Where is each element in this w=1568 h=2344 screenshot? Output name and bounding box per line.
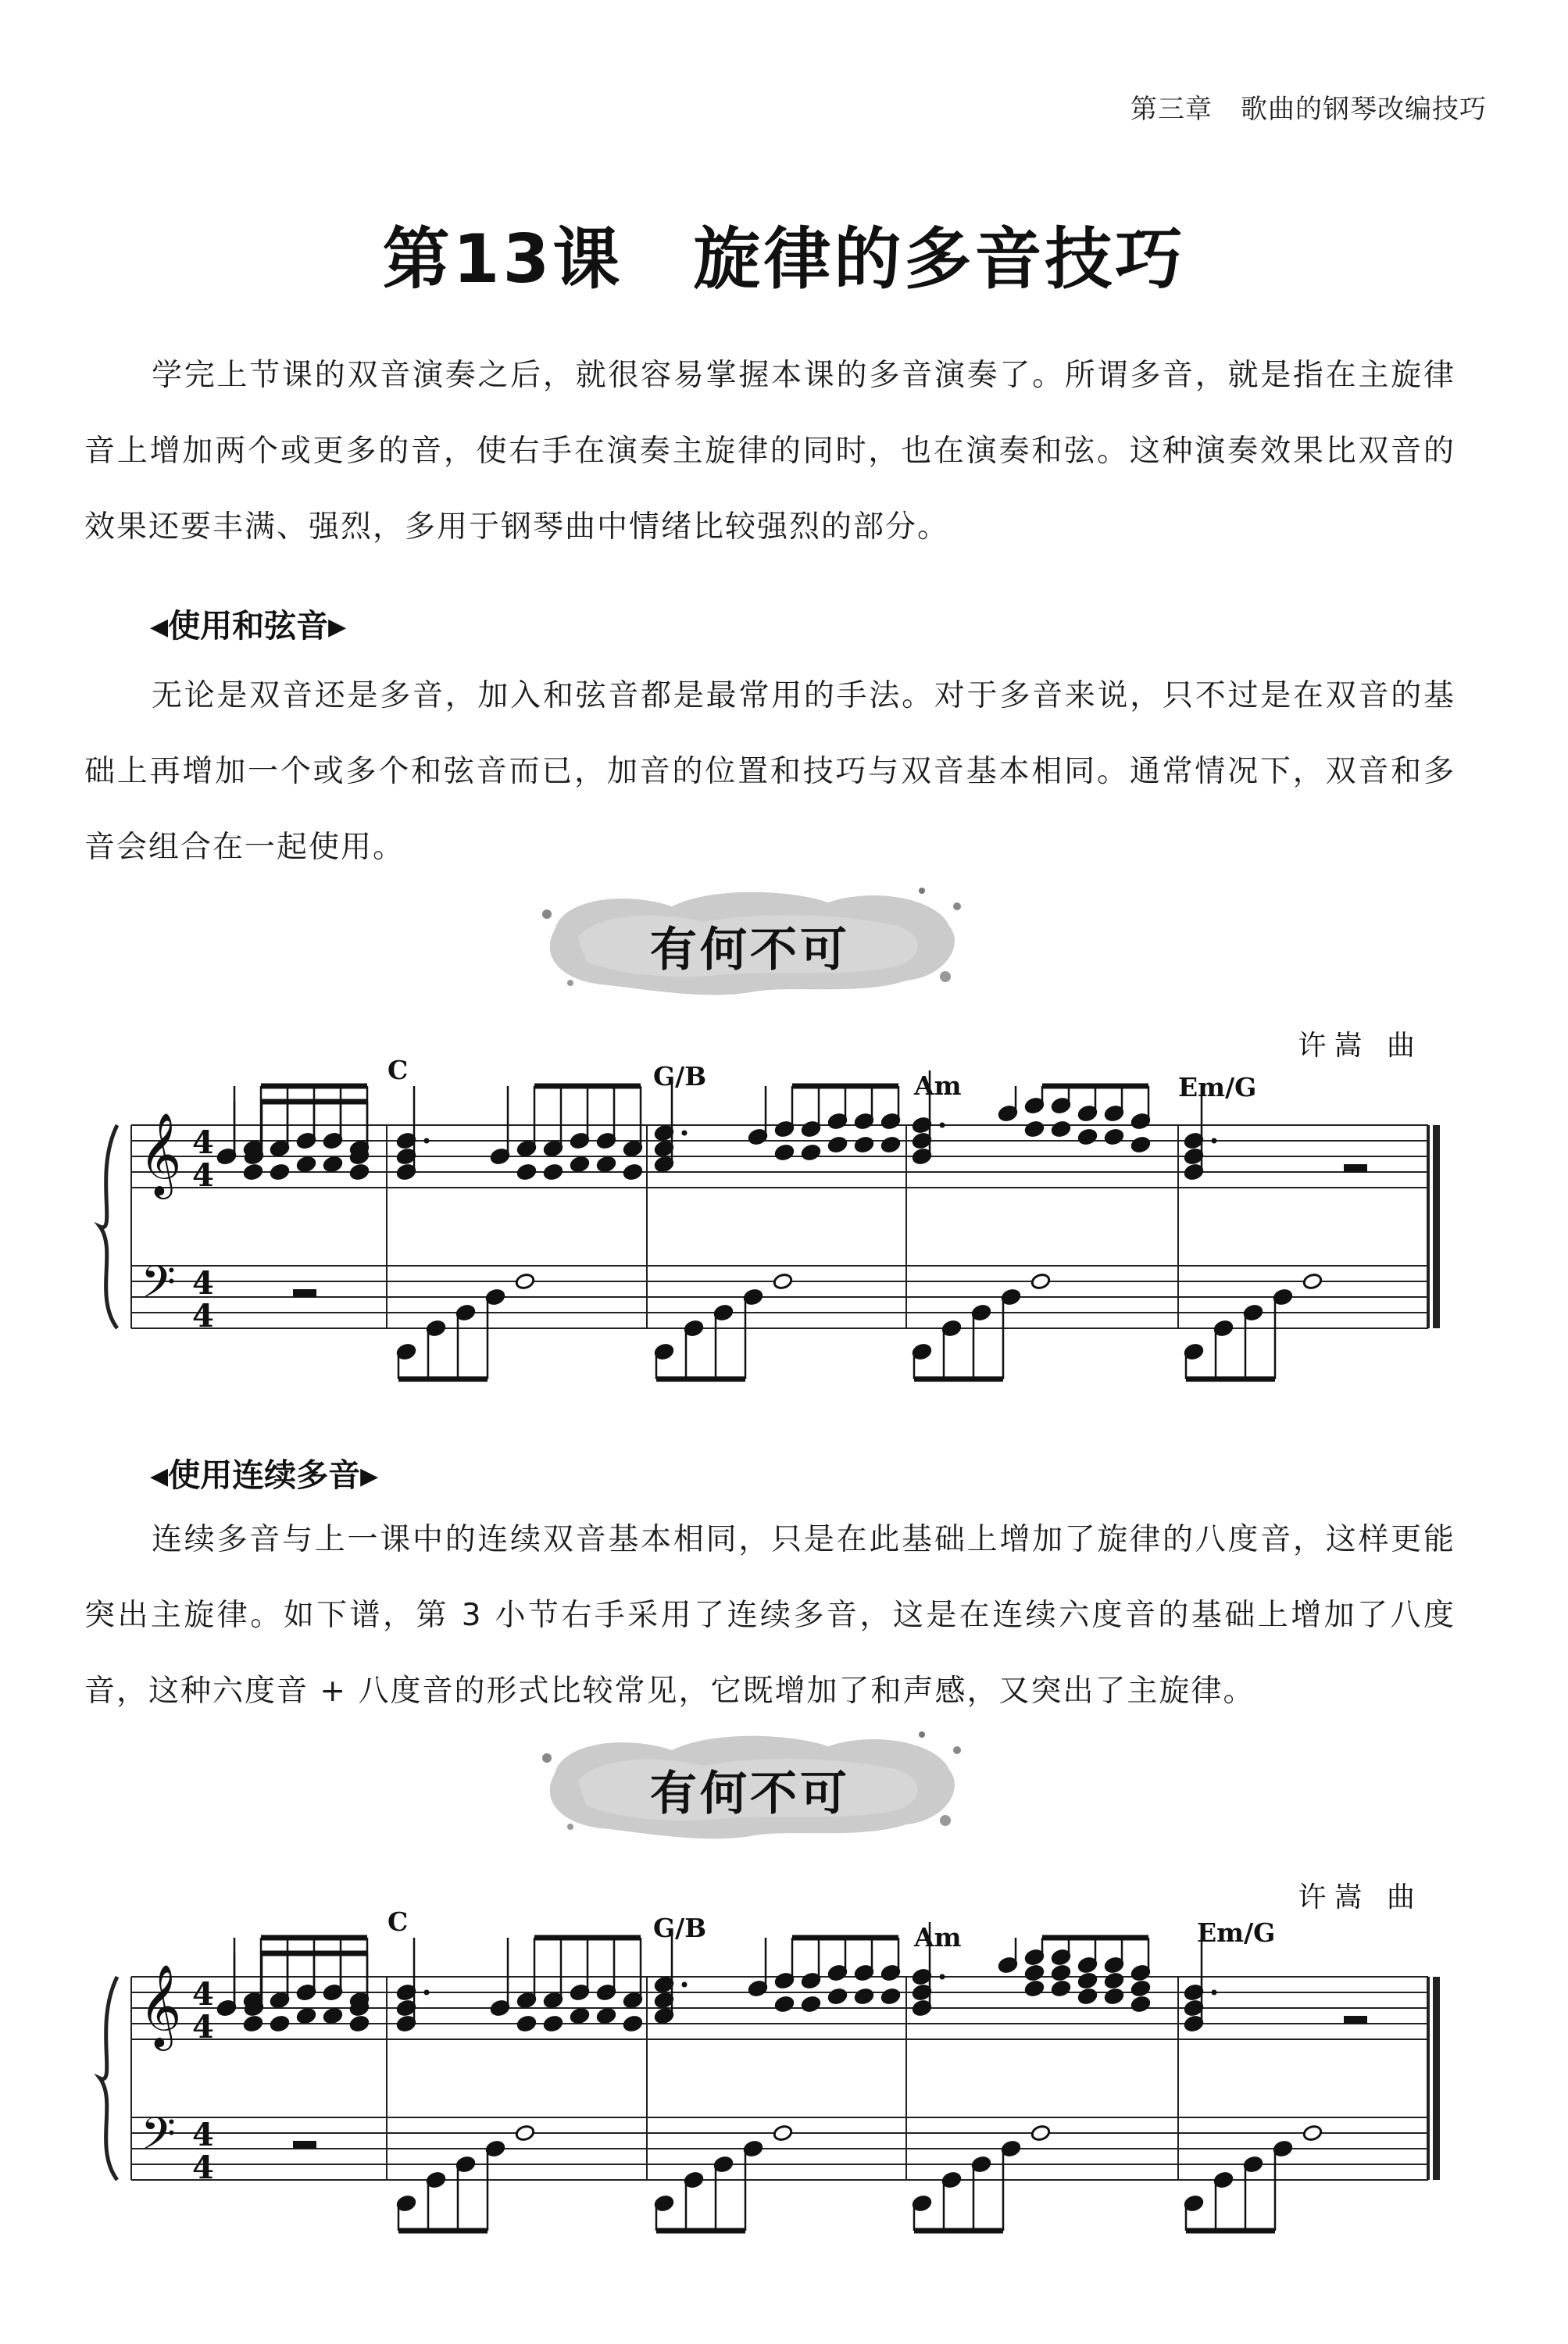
bass-note xyxy=(773,2124,793,2142)
composer-credit: 许嵩 曲 xyxy=(1298,1881,1423,1913)
time-signature-bass: 4 xyxy=(192,2149,214,2186)
song-title: 有何不可 xyxy=(650,923,850,977)
lesson-title xyxy=(0,205,1568,302)
note-dot xyxy=(682,1982,688,1988)
grand-staff-brace xyxy=(100,1125,117,1328)
melody-note xyxy=(323,2007,343,2025)
melody-note xyxy=(801,1144,821,1162)
melody-note xyxy=(880,1136,901,1154)
melody-note xyxy=(1130,1136,1151,1154)
melody-note xyxy=(880,1988,901,2006)
time-signature-bass: 4 xyxy=(192,1298,214,1335)
chord-symbol: G/B xyxy=(653,1913,707,1943)
half-rest-icon xyxy=(1344,2016,1367,2024)
section-marker-right: ▶ xyxy=(360,1463,379,1490)
section-heading-text: 使用和弦音 xyxy=(168,607,329,645)
half-rest-icon xyxy=(293,2141,316,2149)
composer-credit: 许嵩 曲 xyxy=(1298,1030,1423,1062)
time-signature-treble: 4 xyxy=(192,1124,214,1161)
section-heading-text: 使用连续多音 xyxy=(168,1456,361,1494)
section-1-paragraph: 无论是双音还是多音，加入和弦音都是最常用的手法。对于多音来说，只不过是在双音的基础上再增加一个或多个和弦音而已，加音的位置和技巧与双音基本相同。通常情况下，双音和多音会组合在一起使用。 xyxy=(84,678,1455,865)
chord-symbol: C xyxy=(388,1055,409,1085)
melody-note xyxy=(570,2007,590,2025)
melody-note xyxy=(570,1156,590,1174)
chord-symbol: Am xyxy=(914,1070,962,1101)
note-dot xyxy=(1212,1990,1217,1996)
note-dot xyxy=(940,1123,945,1128)
section-heading-continuous xyxy=(150,1449,378,1495)
melody-note xyxy=(774,1144,795,1162)
chord-symbol: Am xyxy=(914,1922,962,1953)
grand-staff xyxy=(0,1906,1568,2219)
bass-note xyxy=(515,2124,535,2142)
melody-note xyxy=(243,2015,263,2033)
melody-note xyxy=(296,2007,316,2025)
melody-note xyxy=(623,1163,643,1181)
song-title-banner-2 xyxy=(531,1727,969,1844)
melody-note xyxy=(1024,1980,1045,1998)
final-barline xyxy=(1433,1125,1440,1328)
section-marker-left: ◀ xyxy=(150,1463,169,1490)
time-signature-treble: 4 xyxy=(192,2009,214,2046)
piano-score-1 xyxy=(0,1055,1568,1367)
melody-note xyxy=(543,2015,563,2033)
melody-note xyxy=(1077,1988,1098,2006)
chord-symbol: C xyxy=(388,1906,409,1937)
melody-note xyxy=(1130,1980,1151,1998)
melody-note xyxy=(801,1996,821,2013)
melody-note xyxy=(543,1163,563,1181)
section-heading-chord-tones xyxy=(150,600,346,646)
time-signature-treble: 4 xyxy=(192,1157,214,1194)
running-header xyxy=(1130,88,1487,126)
section-marker-left: ◀ xyxy=(150,613,169,641)
chord-symbol: Em/G xyxy=(1197,1917,1276,1948)
song-title-banner-1 xyxy=(531,883,969,1000)
note-dot xyxy=(940,1974,945,1980)
melody-note xyxy=(596,1156,616,1174)
note-dot xyxy=(1212,1138,1217,1144)
bass-clef-icon: 𝄢 xyxy=(141,2107,177,2171)
time-signature-bass: 4 xyxy=(192,2117,214,2153)
bass-note xyxy=(1030,2124,1051,2142)
melody-note xyxy=(1130,1996,1151,2013)
time-signature-bass: 4 xyxy=(192,1265,214,1302)
melody-note xyxy=(1051,1120,1071,1138)
melody-note xyxy=(854,1988,874,2006)
final-barline xyxy=(1433,1977,1440,2180)
melody-note xyxy=(349,2015,370,2033)
melody-note xyxy=(349,1163,370,1181)
half-rest-icon xyxy=(293,1289,316,1297)
melody-note xyxy=(296,1156,316,1174)
melody-note xyxy=(1051,1980,1071,1998)
note-dot xyxy=(424,1138,430,1144)
melody-note xyxy=(1024,1120,1045,1138)
bass-note xyxy=(1302,2124,1323,2142)
half-rest-icon xyxy=(1344,1164,1367,1172)
intro-paragraph: 学完上节课的双音演奏之后，就很容易掌握本课的多音演奏了。所谓多音，就是指在主旋律音上增加两个或更多的音，使右手在演奏主旋律的同时，也在演奏和弦。这种演奏效果比双音的效果还要丰满、强烈，多用于钢琴曲中情绪比较强烈的部分。 xyxy=(84,358,1455,545)
melody-note xyxy=(1104,1988,1124,2006)
bass-note xyxy=(1302,1273,1323,1291)
melody-note xyxy=(623,2015,643,2033)
piano-score-2 xyxy=(0,1906,1568,2219)
melody-note xyxy=(270,1163,290,1181)
melody-note xyxy=(854,1136,874,1154)
melody-note xyxy=(323,1156,343,1174)
lesson-name: 旋律的多音技巧 xyxy=(693,220,1186,298)
bass-clef-icon: 𝄢 xyxy=(141,1256,177,1320)
melody-note xyxy=(516,1163,537,1181)
melody-note xyxy=(1104,1972,1124,1990)
section-marker-right: ▶ xyxy=(328,613,347,641)
song-title: 有何不可 xyxy=(650,1767,850,1821)
melody-note xyxy=(1077,1972,1098,1990)
melody-note xyxy=(1051,1964,1071,1982)
melody-note xyxy=(827,1136,848,1154)
time-signature-treble: 4 xyxy=(192,1976,214,2013)
melody-note xyxy=(774,1996,795,2013)
note-dot xyxy=(682,1131,688,1136)
treble-clef-icon: 𝄞 xyxy=(139,1963,182,2047)
chord-symbol: Em/G xyxy=(1178,1072,1257,1102)
melody-note xyxy=(270,2015,290,2033)
chapter-number: 第三章 xyxy=(1130,94,1213,125)
melody-note xyxy=(827,1988,848,2006)
chord-symbol: G/B xyxy=(653,1061,707,1092)
melody-note xyxy=(1024,1964,1045,1982)
melody-note xyxy=(596,2007,616,2025)
bass-note xyxy=(773,1273,793,1291)
treble-clef-icon: 𝄞 xyxy=(139,1112,182,1195)
chapter-title: 歌曲的钢琴改编技巧 xyxy=(1241,94,1487,125)
melody-note xyxy=(1104,1128,1124,1146)
melody-note xyxy=(516,2015,537,2033)
lesson-number: 第13课 xyxy=(382,220,623,298)
section-2-paragraph: 连续多音与上一课中的连续双音基本相同，只是在此基础上增加了旋律的八度音，这样更能突出主旋律。如下谱，第 3 小节右手采用了连续多音，这是在连续六度音的基础上增加了八度音，这种六度音 + 八度音的形式比较常见，它既增加了和声感，又突出了主旋律。 xyxy=(84,1522,1455,1709)
bass-note xyxy=(1030,1273,1051,1291)
melody-note xyxy=(1077,1128,1098,1146)
grand-staff-brace xyxy=(100,1977,117,2180)
melody-note xyxy=(243,1163,263,1181)
grand-staff xyxy=(0,1055,1568,1367)
bass-note xyxy=(515,1273,535,1291)
note-dot xyxy=(424,1990,430,1996)
